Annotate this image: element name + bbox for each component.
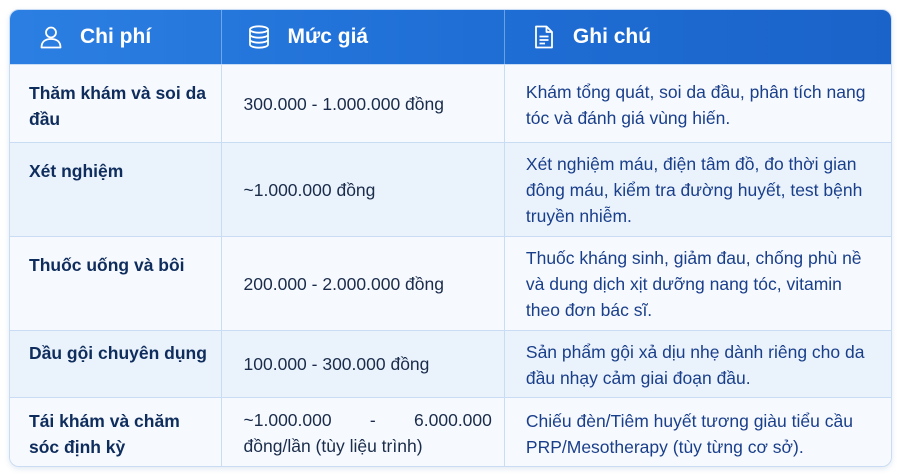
cost-name: Xét nghiệm — [10, 143, 222, 236]
cost-price: 100.000 - 300.000 đồng — [222, 331, 505, 397]
cost-note: Khám tổng quát, soi da đầu, phân tích nang tóc và đánh giá vùng hiến. — [525, 81, 866, 128]
table-row — [10, 397, 891, 467]
header-note — [505, 10, 891, 64]
cost-price: 300.000 - 1.000.000 đồng — [222, 65, 505, 142]
table-row — [10, 142, 891, 236]
header-label: Ghi chú — [572, 25, 652, 48]
user-icon — [38, 24, 64, 50]
document-icon — [531, 24, 557, 50]
cost-note: Sản phẩm gội xả dịu nhẹ dành riêng cho da đầu nhạy cảm giai đoạn đầu. — [525, 342, 865, 388]
cost-name: Thuốc uống và bôi — [10, 237, 222, 330]
cost-note: Thuốc kháng sinh, giảm đau, chống phù nề và dung dịch xịt dưỡng nang tóc, vitamin theo đơn bác sĩ. — [525, 247, 862, 320]
table-row — [10, 236, 891, 330]
cost-name: Dầu gội chuyên dụng — [10, 331, 222, 397]
cost-price: ~1.000.000 đồng — [222, 143, 505, 236]
table-row — [10, 64, 891, 142]
cost-price: 200.000 - 2.000.000 đồng — [222, 237, 505, 330]
header-label: Mức giá — [287, 25, 369, 48]
cost-note: Xét nghiệm máu, điện tâm đồ, đo thời gian đông máu, kiểm tra đường huyết, test bệnh truyền nhiễm. — [525, 153, 863, 226]
table-row — [10, 330, 891, 397]
cost-table — [9, 9, 892, 467]
table-header — [10, 10, 891, 64]
cost-note: Chiếu đèn/Tiêm huyết tương giàu tiểu cầu PRP/Mesotherapy (tùy từng cơ sở). — [525, 410, 853, 457]
cost-name: Tái khám và chăm sóc định kỳ — [10, 398, 222, 467]
header-label: Chi phí — [80, 25, 152, 48]
header-price — [222, 10, 505, 64]
cost-price: ~1.000.000 - 6.000.000 đồng/lần (tùy liệu trình) — [222, 398, 505, 467]
database-icon — [246, 24, 272, 50]
cost-name: Thăm khám và soi da đầu — [10, 65, 222, 142]
header-cost — [10, 10, 222, 64]
